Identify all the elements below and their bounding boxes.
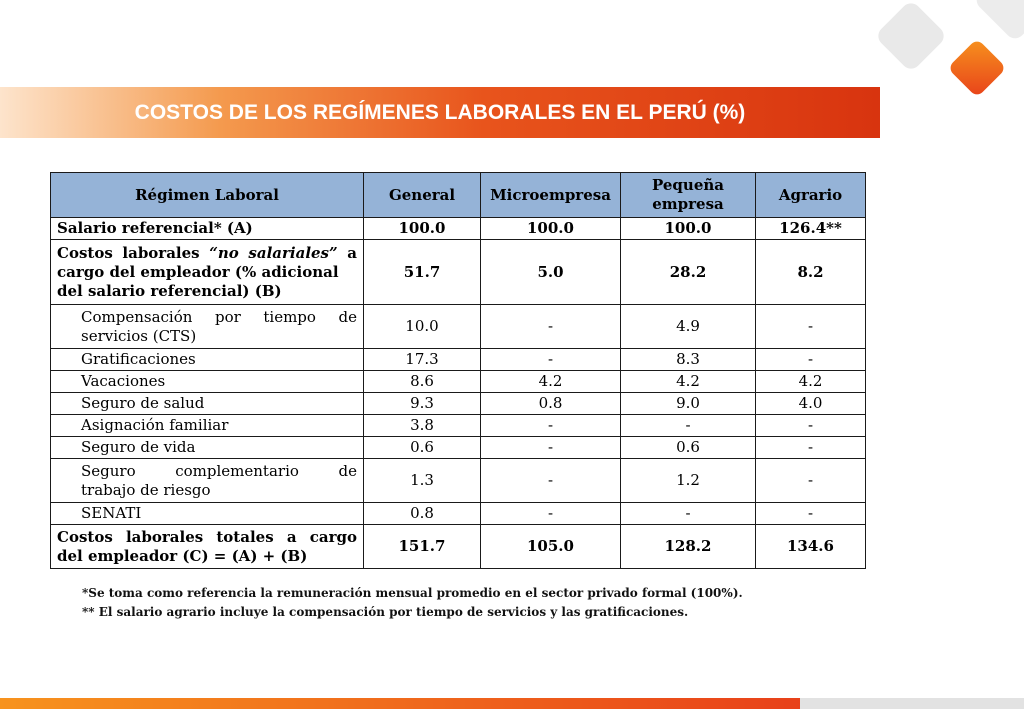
cell-pequena: -: [621, 415, 756, 437]
cell-general: 17.3: [364, 349, 481, 371]
cell-agrario: -: [756, 503, 866, 525]
row-label-line2: trabajo de riesgo: [81, 480, 211, 499]
labor-costs-table: [50, 172, 866, 569]
cell-micro: -: [481, 459, 621, 503]
row-asignacion-familiar: [51, 415, 866, 437]
cell-pequena: 4.9: [621, 305, 756, 349]
cell-general: 151.7: [364, 525, 481, 569]
row-label: SENATI: [51, 503, 364, 525]
header-pequena-line2: empresa: [652, 195, 724, 213]
logo-shape-grey: [874, 0, 948, 73]
cell-pequena: -: [621, 503, 756, 525]
row-label-line1: [57, 244, 357, 263]
cell-pequena: 28.2: [621, 240, 756, 305]
cell-agrario: -: [756, 437, 866, 459]
page-title: COSTOS DE LOS REGÍMENES LABORALES EN EL PERÚ (%): [134, 101, 746, 124]
cell-micro: -: [481, 305, 621, 349]
cell-pequena: 0.6: [621, 437, 756, 459]
cell-pequena: 9.0: [621, 393, 756, 415]
header-agrario: Agrario: [756, 173, 866, 218]
cell-agrario: -: [756, 459, 866, 503]
row-label-line1: Costos laborales totales a cargo: [57, 527, 357, 546]
cell-pequena: 4.2: [621, 371, 756, 393]
cell-micro: 100.0: [481, 218, 621, 240]
title-banner: [0, 87, 880, 138]
row-label: [51, 305, 364, 349]
row-label: [51, 525, 364, 569]
cell-general: 9.3: [364, 393, 481, 415]
row-gratificaciones: [51, 349, 866, 371]
cell-micro: 0.8: [481, 393, 621, 415]
header-pequena-empresa: [621, 173, 756, 218]
header-pequena-line1: Pequeña: [652, 176, 724, 194]
header-regimen: Régimen Laboral: [51, 173, 364, 218]
cell-general: 51.7: [364, 240, 481, 305]
footer-grey-bar: [800, 698, 1024, 709]
row-label: Asignación familiar: [51, 415, 364, 437]
logo-shape-grey-corner: [973, 0, 1024, 42]
cell-agrario: 134.6: [756, 525, 866, 569]
label-part-c: a: [337, 243, 357, 262]
cell-agrario: -: [756, 349, 866, 371]
label-part-italic: “no salariales”: [209, 243, 338, 262]
cell-micro: -: [481, 503, 621, 525]
row-label-line2: cargo del empleador (% adicional: [57, 262, 339, 281]
row-seguro-complementario: [51, 459, 866, 503]
cell-general: 3.8: [364, 415, 481, 437]
row-vacaciones: [51, 371, 866, 393]
cell-agrario: 126.4**: [756, 218, 866, 240]
cell-micro: -: [481, 349, 621, 371]
cell-micro: -: [481, 437, 621, 459]
cell-agrario: 4.2: [756, 371, 866, 393]
cell-pequena: 8.3: [621, 349, 756, 371]
cell-agrario: 8.2: [756, 240, 866, 305]
cell-general: 100.0: [364, 218, 481, 240]
row-costos-no-salariales: [51, 240, 866, 305]
cell-micro: 105.0: [481, 525, 621, 569]
row-label-line1: Seguro complementario de: [81, 461, 357, 480]
label-part-a: Costos laborales: [57, 243, 210, 262]
cell-micro: 5.0: [481, 240, 621, 305]
cell-general: 0.6: [364, 437, 481, 459]
row-salario-referencial: [51, 218, 866, 240]
cell-agrario: -: [756, 415, 866, 437]
row-seguro-vida: [51, 437, 866, 459]
row-label: Seguro de salud: [51, 393, 364, 415]
row-costos-totales: [51, 525, 866, 569]
row-label: Vacaciones: [51, 371, 364, 393]
cell-general: 0.8: [364, 503, 481, 525]
cell-general: 1.3: [364, 459, 481, 503]
row-label-line2: servicios (CTS): [81, 326, 197, 345]
cell-agrario: -: [756, 305, 866, 349]
cell-pequena: 128.2: [621, 525, 756, 569]
footnote-2: ** El salario agrario incluye la compensación por tiempo de servicios y las gratificaciones.: [82, 605, 689, 619]
row-label: Salario referencial* (A): [51, 218, 364, 240]
footer-accent-bar: [0, 698, 800, 709]
row-cts: [51, 305, 866, 349]
cell-agrario: 4.0: [756, 393, 866, 415]
cell-general: 8.6: [364, 371, 481, 393]
footnotes: [82, 584, 743, 622]
logo-shape-orange: [947, 38, 1006, 97]
header-microempresa: Microempresa: [481, 173, 621, 218]
cell-pequena: 100.0: [621, 218, 756, 240]
row-seguro-salud: [51, 393, 866, 415]
header-general: General: [364, 173, 481, 218]
footnote-1: *Se toma como referencia la remuneración mensual promedio en el sector privado formal (100%).: [82, 586, 743, 600]
row-label: [51, 459, 364, 503]
row-senati: [51, 503, 866, 525]
row-label: Seguro de vida: [51, 437, 364, 459]
row-label-line2: del empleador (C) = (A) + (B): [57, 546, 308, 565]
row-label: [51, 240, 364, 305]
cell-micro: -: [481, 415, 621, 437]
row-label: Gratificaciones: [51, 349, 364, 371]
cell-pequena: 1.2: [621, 459, 756, 503]
cell-micro: 4.2: [481, 371, 621, 393]
table-header-row: [51, 173, 866, 218]
cell-general: 10.0: [364, 305, 481, 349]
row-label-line1: Compensación por tiempo de: [81, 307, 357, 326]
row-label-line3: del salario referencial) (B): [57, 281, 282, 300]
